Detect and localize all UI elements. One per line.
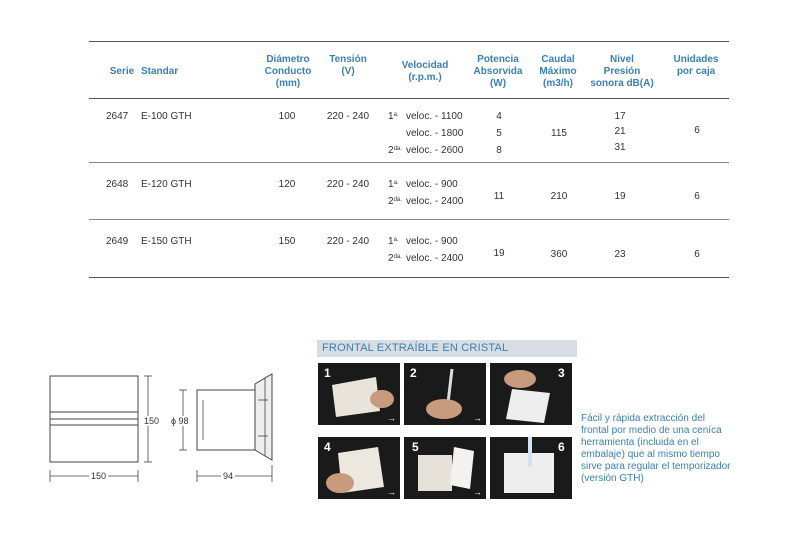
- row-serie: 2648: [106, 179, 129, 190]
- row-unidades: 6: [694, 191, 700, 202]
- row-diametro: 100: [278, 111, 296, 122]
- arrow-right-icon: →: [473, 487, 482, 497]
- table-header-rule: [89, 98, 729, 99]
- row-tension: 220 - 240: [326, 236, 370, 247]
- step-photo-3: [490, 363, 572, 425]
- row-caudal: 115: [551, 128, 567, 139]
- step-number: 2: [410, 366, 417, 380]
- step-photo-2: [404, 363, 486, 425]
- side-depth-label: 94: [223, 471, 234, 481]
- panel-title: FRONTAL EXTRAÍBLE EN CRISTAL: [322, 342, 509, 354]
- step-number: 3: [558, 366, 565, 380]
- row-speed: $2^{da.}$: [388, 253, 402, 264]
- header-nivel: Nivel Presión sonora dB(A): [590, 54, 654, 89]
- row-speed-label: veloc. - 900: [406, 236, 458, 247]
- row-nivel: 23: [614, 249, 626, 260]
- table-top-rule: [89, 41, 729, 42]
- row-speed: $1^{a.}$: [388, 111, 399, 122]
- header-unidades: Unidades por caja: [673, 54, 719, 77]
- step-photo-5: [404, 437, 486, 499]
- row-potencia: 19: [493, 248, 505, 259]
- row-speed-label: veloc. - 900: [406, 179, 458, 190]
- row-speed: $1^{a.}$: [388, 179, 399, 190]
- dimension-drawing: [40, 370, 310, 485]
- row-speed: $1^{a.}$: [388, 236, 399, 247]
- step-number: 1: [324, 366, 331, 380]
- row-diametro: 120: [278, 179, 296, 190]
- step-photo-6: [490, 437, 572, 499]
- row-tension: 220 - 240: [326, 179, 370, 190]
- header-potencia: Potencia Absorvida (W): [473, 54, 523, 89]
- row-speed-label: veloc. - 2400: [406, 196, 464, 207]
- row-speed-label: veloc. - 1100: [406, 111, 463, 122]
- header-serie: Serie: [109, 66, 135, 77]
- header-diametro: Diámetro Conducto (mm): [264, 54, 312, 89]
- row-potencia: 5: [496, 128, 502, 139]
- row-nivel: 31: [614, 142, 626, 153]
- row-standar: E-100 GTH: [141, 111, 192, 122]
- arrow-right-icon: →: [473, 413, 482, 423]
- header-tension: Tensión (V): [329, 54, 367, 77]
- header-standar: Standar: [141, 66, 179, 77]
- row-tension: 220 - 240: [326, 111, 370, 122]
- step-photo-1: [318, 363, 400, 425]
- row-potencia: 11: [493, 191, 505, 202]
- header-caudal: Caudal Máximo (m3/h): [539, 54, 577, 89]
- row-unidades: 6: [694, 249, 700, 260]
- step-number: 6: [558, 440, 565, 454]
- panel-banner: [317, 340, 577, 357]
- row-serie: 2647: [106, 111, 129, 122]
- row-speed: $2^{da.}$: [388, 196, 402, 207]
- arrow-right-icon: →: [387, 487, 396, 497]
- side-diameter-label: ϕ 98: [171, 416, 189, 426]
- header-velocidad: Velocidad (r.p.m.): [401, 60, 449, 83]
- row-potencia: 4: [496, 111, 502, 122]
- front-height-label: 150: [144, 416, 160, 426]
- row-divider: [89, 162, 729, 163]
- row-standar: E-150 GTH: [141, 236, 192, 247]
- row-speed-label: veloc. - 2600: [406, 145, 464, 156]
- row-speed: $2^{da.}$: [388, 145, 402, 156]
- row-speed-label: veloc. - 2400: [406, 253, 464, 264]
- row-standar: E-120 GTH: [141, 179, 192, 190]
- extraction-description: Fácil y rápida extracción del frontal por medio de una ceníca herramienta (incluida en el embalaje) que al mismo tiempo sirve para regular el temporizador (versión GTH): [581, 413, 731, 484]
- row-nivel: 21: [614, 126, 626, 137]
- row-caudal: 210: [550, 191, 568, 202]
- row-unidades: 6: [694, 125, 700, 136]
- row-serie: 2649: [106, 236, 129, 247]
- step-number: 4: [324, 440, 331, 454]
- row-nivel: 19: [614, 191, 626, 202]
- row-nivel: 17: [614, 111, 626, 122]
- row-divider: [89, 219, 729, 220]
- row-speed-label: veloc. - 1800: [406, 128, 464, 139]
- row-potencia: 8: [496, 145, 502, 156]
- row-caudal: 360: [550, 249, 568, 260]
- table-bottom-rule: [89, 277, 729, 278]
- step-number: 5: [412, 440, 419, 454]
- front-width-label: 150: [91, 471, 107, 481]
- arrow-right-icon: →: [387, 413, 396, 423]
- row-diametro: 150: [278, 236, 296, 247]
- step-photo-4: [318, 437, 400, 499]
